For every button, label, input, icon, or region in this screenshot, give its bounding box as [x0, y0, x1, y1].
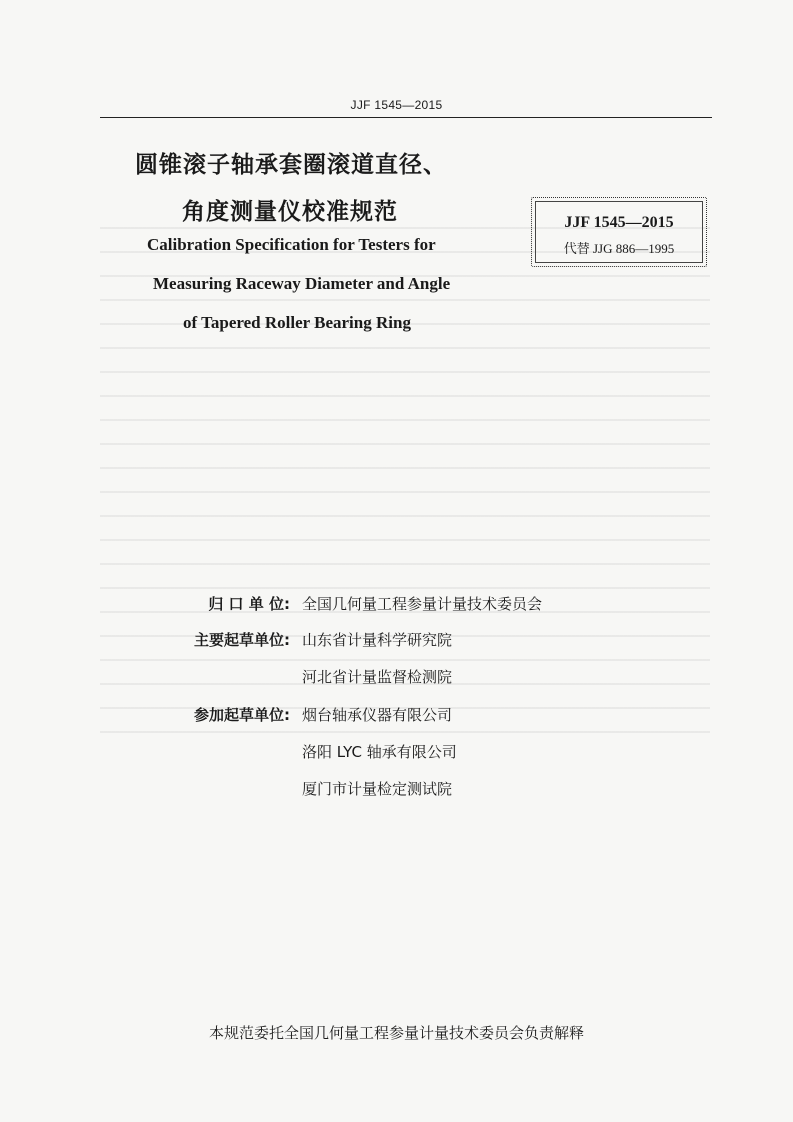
participating-value-2: 洛阳 LYC 轴承有限公司: [302, 743, 457, 761]
responsible-label: 归 口 单 位:: [208, 595, 290, 613]
code-box-code: JJF 1545—2015: [564, 214, 674, 231]
footer-text: 本规范委托全国几何量工程参量计量技术委员会负责解释: [208, 1024, 584, 1042]
participating-value-3: 厦门市计量检定测试院: [302, 780, 453, 798]
responsible-value: 全国几何量工程参量计量技术委员会: [302, 595, 543, 613]
participating-value-1: 烟台轴承仪器有限公司: [302, 706, 453, 724]
main-drafting-label: 主要起草单位:: [194, 631, 290, 649]
participating-label: 参加起草单位:: [194, 706, 290, 724]
title-cn-line1: 圆锥滚子轴承套圈滚道直径、: [135, 152, 447, 178]
header-code: JJF 1545—2015: [350, 98, 443, 112]
title-en-line3: of Tapered Roller Bearing Ring: [183, 313, 411, 332]
code-box: [531, 197, 707, 267]
header-rule: [100, 117, 712, 118]
code-box-replaces: 代替 JJG 886—1995: [563, 241, 675, 256]
title-en-line1: Calibration Specification for Testers for: [147, 235, 436, 254]
title-cn-line2: 角度测量仪校准规范: [182, 199, 398, 225]
title-en-line2: Measuring Raceway Diameter and Angle: [153, 274, 451, 293]
main-drafting-value-1: 山东省计量科学研究院: [302, 631, 453, 649]
main-drafting-value-2: 河北省计量监督检测院: [302, 668, 453, 686]
